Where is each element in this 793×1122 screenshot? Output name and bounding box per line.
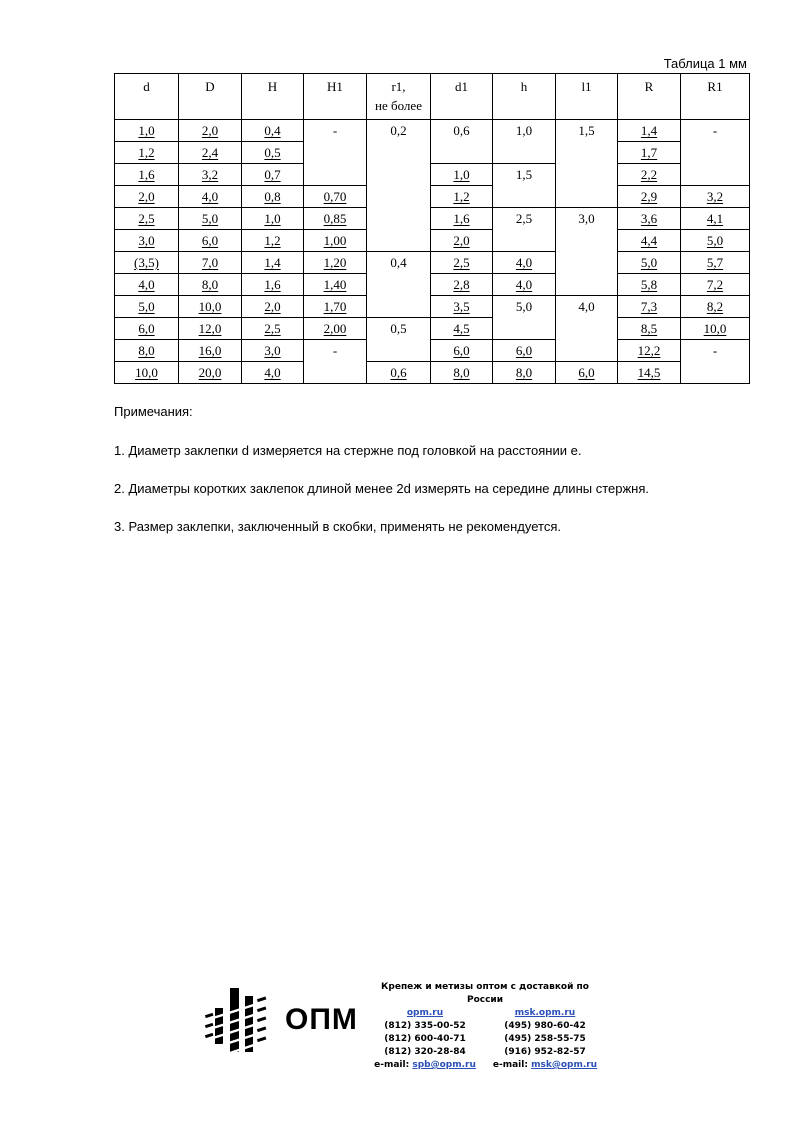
table-cell: 2,4 (179, 142, 242, 164)
table-cell: - (681, 120, 750, 186)
table-cell: 1,0 (431, 164, 493, 186)
table-cell: 3,0 (242, 340, 304, 362)
table-row (115, 230, 750, 252)
table-cell: 1,2 (115, 142, 179, 164)
table-cell: 3,5 (431, 296, 493, 318)
table-cell: 1,40 (304, 274, 367, 296)
table-cell: 12,2 (618, 340, 681, 362)
table-cell: 2,0 (242, 296, 304, 318)
table-cell: 0,8 (242, 186, 304, 208)
table-cell: - (304, 340, 367, 384)
table-cell: 1,6 (242, 274, 304, 296)
table-cell: 8,2 (681, 296, 750, 318)
table-cell: 5,0 (681, 230, 750, 252)
msk-phone: (495) 258-55-75 (504, 1034, 586, 1044)
msk-phone: (495) 980-60-42 (504, 1021, 586, 1031)
table-cell: 6,0 (556, 362, 618, 384)
header-cell: R (618, 74, 681, 120)
table-row (115, 274, 750, 296)
email-label: e-mail: (492, 1060, 528, 1070)
msk-contacts (485, 1007, 605, 1072)
spb-phone: (812) 335-00-52 (384, 1021, 466, 1031)
table-cell: 1,6 (115, 164, 179, 186)
table-cell: 2,8 (431, 274, 493, 296)
table-row (115, 208, 750, 230)
table-cell: 0,6 (367, 362, 431, 384)
table-cell: 1,4 (242, 252, 304, 274)
table-cell: 4,1 (681, 208, 750, 230)
table-cell: 2,5 (431, 252, 493, 274)
table-cell: 10,0 (179, 296, 242, 318)
table-cell: 7,0 (179, 252, 242, 274)
table-cell: 5,0 (115, 296, 179, 318)
table-cell: 5,0 (179, 208, 242, 230)
table-cell: 0,5 (367, 318, 431, 362)
spb-contacts (365, 1007, 485, 1072)
table-cell: 2,00 (304, 318, 367, 340)
table-cell: 2,2 (618, 164, 681, 186)
header-cell: l1 (556, 74, 618, 120)
rivet-dimensions-table (114, 73, 750, 384)
table-cell: 8,0 (179, 274, 242, 296)
table-cell: 6,0 (179, 230, 242, 252)
table-cell: 3,2 (179, 164, 242, 186)
tagline: Крепеж и метизы оптом с доставкой по России (381, 982, 589, 1005)
table-cell: 8,0 (493, 362, 556, 384)
email-label: e-mail: (374, 1060, 410, 1070)
note-item: 3. Размер заклепки, заключенный в скобки, применять не рекомендуется. (114, 519, 561, 534)
table-row (115, 362, 750, 384)
table-cell: 5,7 (681, 252, 750, 274)
table-cell: 3,6 (618, 208, 681, 230)
note-item: 1. Диаметр заклепки d измеряется на стержне под головкой на расстоянии е. (114, 443, 582, 458)
table-cell: 8,5 (618, 318, 681, 340)
table-cell: 16,0 (179, 340, 242, 362)
header-cell (367, 74, 431, 120)
header-cell: H1 (304, 74, 367, 120)
table-cell: 1,0 (493, 120, 556, 164)
table-cell: 1,4 (618, 120, 681, 142)
header-row (115, 74, 750, 120)
table-cell: (3,5) (115, 252, 179, 274)
table-cell: 1,5 (493, 164, 556, 208)
spb-phone: (812) 600-40-71 (384, 1034, 466, 1044)
table-cell: 1,6 (431, 208, 493, 230)
spb-phone: (812) 320-28-84 (384, 1047, 466, 1057)
table-row (115, 340, 750, 362)
table-cell: 2,5 (493, 208, 556, 252)
table-cell: 6,0 (115, 318, 179, 340)
table-cell: 12,0 (179, 318, 242, 340)
table-cell: 3,0 (556, 208, 618, 296)
table-cell: 10,0 (681, 318, 750, 340)
table-cell: 0,4 (242, 120, 304, 142)
note-item: 2. Диаметры коротких заклепок длиной менее 2d измерять на середине длины стержня. (114, 481, 649, 496)
table-caption: Таблица 1 мм (663, 56, 747, 71)
table-cell: 1,0 (242, 208, 304, 230)
table-cell: 2,9 (618, 186, 681, 208)
table-cell: 8,0 (115, 340, 179, 362)
table-cell: 4,0 (242, 362, 304, 384)
table-cell: 2,5 (115, 208, 179, 230)
header-text: r1, (391, 79, 406, 94)
header-cell: R1 (681, 74, 750, 120)
table-cell: 1,5 (556, 120, 618, 208)
table-cell: 1,7 (618, 142, 681, 164)
table-row (115, 186, 750, 208)
table-row (115, 296, 750, 318)
table-cell: 2,5 (242, 318, 304, 340)
header-cell: D (179, 74, 242, 120)
table-cell: 1,2 (431, 186, 493, 208)
header-cell: h (493, 74, 556, 120)
table-cell: 4,5 (431, 318, 493, 340)
table-cell: 1,00 (304, 230, 367, 252)
table-cell: - (304, 120, 367, 186)
table-cell: 0,70 (304, 186, 367, 208)
table-cell: 4,0 (556, 296, 618, 362)
table-row (115, 164, 750, 186)
table-cell: 0,2 (367, 120, 431, 252)
header-cell: d (115, 74, 179, 120)
table-cell: - (681, 340, 750, 384)
table-cell: 2,0 (179, 120, 242, 142)
notes-title: Примечания: (114, 404, 193, 419)
table-cell: 3,0 (115, 230, 179, 252)
spb-site-link[interactable]: opm.ru (406, 1008, 444, 1018)
table-cell: 10,0 (115, 362, 179, 384)
table-cell: 4,4 (618, 230, 681, 252)
table-cell: 1,2 (242, 230, 304, 252)
table-cell: 5,0 (493, 296, 556, 340)
table-row (115, 252, 750, 274)
table-cell: 4,0 (115, 274, 179, 296)
header-text: не более (375, 98, 422, 113)
msk-email-link[interactable]: msk@opm.ru (531, 1060, 598, 1070)
table-cell: 4,0 (179, 186, 242, 208)
table-cell: 4,0 (493, 274, 556, 296)
table-cell: 0,85 (304, 208, 367, 230)
table-cell: 2,0 (115, 186, 179, 208)
table-cell: 2,0 (431, 230, 493, 252)
table-cell: 1,20 (304, 252, 367, 274)
table-cell: 6,0 (431, 340, 493, 362)
table-cell: 0,6 (431, 120, 493, 164)
table-cell: 1,0 (115, 120, 179, 142)
table-cell: 0,5 (242, 142, 304, 164)
table-cell: 5,8 (618, 274, 681, 296)
header-cell: H (242, 74, 304, 120)
brand-name: ОПМ (285, 1003, 358, 1036)
notes-section (114, 404, 754, 557)
table-cell: 7,3 (618, 296, 681, 318)
table-cell: 8,0 (431, 362, 493, 384)
msk-site-link[interactable]: msk.opm.ru (514, 1008, 576, 1018)
table-row (115, 120, 750, 142)
msk-phone: (916) 952-82-57 (504, 1047, 586, 1057)
contacts-block (365, 981, 605, 1072)
table-cell: 7,2 (681, 274, 750, 296)
table-cell: 6,0 (493, 340, 556, 362)
table-row (115, 318, 750, 340)
table-cell: 0,7 (242, 164, 304, 186)
spb-email-link[interactable]: spb@opm.ru (412, 1060, 476, 1070)
table-cell: 1,70 (304, 296, 367, 318)
table-cell: 14,5 (618, 362, 681, 384)
header-cell: d1 (431, 74, 493, 120)
table-cell: 20,0 (179, 362, 242, 384)
table-cell: 5,0 (618, 252, 681, 274)
table-cell: 3,2 (681, 186, 750, 208)
table-cell: 4,0 (493, 252, 556, 274)
table-cell: 0,4 (367, 252, 431, 318)
opm-logo-icon (205, 984, 269, 1056)
footer (205, 981, 605, 1070)
